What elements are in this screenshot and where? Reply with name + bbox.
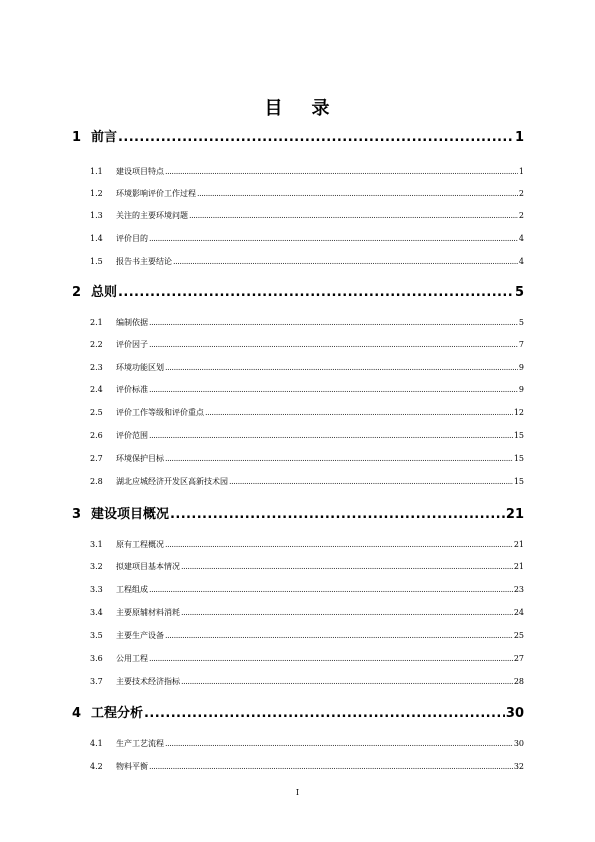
dot-leader xyxy=(149,762,513,772)
toc-section-1-2[interactable] xyxy=(90,189,524,199)
dot-leader xyxy=(173,257,518,267)
section-page: 15 xyxy=(513,454,524,463)
dot-leader xyxy=(229,477,513,487)
chapter-label: 建设项目概况 xyxy=(91,507,170,522)
dot-leader xyxy=(149,340,518,350)
section-page: 21 xyxy=(513,540,524,549)
toc-section-2-1[interactable] xyxy=(90,318,524,328)
section-page: 2 xyxy=(518,211,524,220)
dot-leader xyxy=(181,677,513,687)
section-number: 2.5 xyxy=(90,408,103,417)
section-label: 环境影响评价工作过程 xyxy=(116,189,196,198)
toc-section-4-2[interactable] xyxy=(90,762,524,772)
title-char-2: 录 xyxy=(311,98,331,119)
section-label: 评价目的 xyxy=(116,234,148,243)
chapter-number: 4 xyxy=(72,706,82,721)
section-label: 评价标准 xyxy=(116,385,148,394)
section-number: 2.4 xyxy=(90,385,103,394)
toc-section-3-6[interactable] xyxy=(90,654,524,664)
dot-leader xyxy=(181,608,513,618)
section-label: 拟建项目基本情况 xyxy=(116,562,180,571)
dot-leader xyxy=(149,431,513,441)
section-number: 2.3 xyxy=(90,363,103,372)
section-page: 30 xyxy=(513,739,524,748)
chapter-label: 工程分析 xyxy=(91,706,144,721)
toc-section-2-4[interactable] xyxy=(90,385,524,395)
toc-section-3-2[interactable] xyxy=(90,562,524,572)
section-page: 28 xyxy=(513,677,524,686)
chapter-page: 21 xyxy=(505,507,524,522)
chapter-number: 1 xyxy=(72,130,82,145)
section-label: 评价工作等级和评价重点 xyxy=(116,408,204,417)
section-label: 主要原辅材料消耗 xyxy=(116,608,180,617)
section-label: 主要技术经济指标 xyxy=(116,677,180,686)
section-number: 2.6 xyxy=(90,431,103,440)
dot-leader xyxy=(165,631,513,641)
toc-section-3-4[interactable] xyxy=(90,608,524,618)
section-number: 3.6 xyxy=(90,654,103,663)
section-page: 32 xyxy=(513,762,524,771)
toc-section-2-2[interactable] xyxy=(90,340,524,350)
toc-section-3-3[interactable] xyxy=(90,585,524,595)
page-number: I xyxy=(295,788,300,797)
section-number: 3.7 xyxy=(90,677,103,686)
section-page: 27 xyxy=(513,654,524,663)
section-label: 建设项目特点 xyxy=(116,167,164,176)
section-label: 报告书主要结论 xyxy=(116,257,172,266)
section-label: 编制依据 xyxy=(116,318,148,327)
section-page: 9 xyxy=(518,385,524,394)
chapter-number: 3 xyxy=(72,507,82,522)
section-number: 1.3 xyxy=(90,211,103,220)
toc-section-1-1[interactable] xyxy=(90,167,524,177)
toc-section-2-3[interactable] xyxy=(90,363,524,373)
section-page: 25 xyxy=(513,631,524,640)
dot-leader xyxy=(165,167,518,177)
section-number: 1.5 xyxy=(90,257,103,266)
section-number: 3.2 xyxy=(90,562,103,571)
section-page: 12 xyxy=(513,408,524,417)
toc-section-3-1[interactable] xyxy=(90,540,524,550)
section-page: 23 xyxy=(513,585,524,594)
section-label: 评价因子 xyxy=(116,340,148,349)
section-number: 2.8 xyxy=(90,477,103,486)
section-page: 1 xyxy=(518,167,524,176)
title-char-1: 目 xyxy=(264,98,284,119)
section-number: 2.1 xyxy=(90,318,103,327)
toc-section-3-5[interactable] xyxy=(90,631,524,641)
toc-section-2-5[interactable] xyxy=(90,408,524,418)
section-label: 环境保护目标 xyxy=(116,454,164,463)
toc-section-4-1[interactable] xyxy=(90,739,524,749)
section-label: 环境功能区划 xyxy=(116,363,164,372)
dot-leader xyxy=(149,234,518,244)
dot-leader xyxy=(165,540,513,550)
section-page: 15 xyxy=(513,477,524,486)
dot-leader xyxy=(118,285,514,301)
section-label: 关注的主要环境问题 xyxy=(116,211,188,220)
section-number: 1.4 xyxy=(90,234,103,243)
dot-leader xyxy=(165,739,513,749)
toc-section-2-7[interactable] xyxy=(90,454,524,464)
section-label: 工程组成 xyxy=(116,585,148,594)
toc-chapter-3[interactable] xyxy=(72,507,524,523)
toc-section-2-6[interactable] xyxy=(90,431,524,441)
toc-chapter-2[interactable] xyxy=(72,285,524,301)
section-label: 公用工程 xyxy=(116,654,148,663)
toc-section-2-8[interactable] xyxy=(90,477,524,487)
section-page: 2 xyxy=(518,189,524,198)
chapter-page: 5 xyxy=(514,285,524,300)
dot-leader xyxy=(165,454,513,464)
dot-leader xyxy=(149,385,518,395)
section-label: 原有工程概况 xyxy=(116,540,164,549)
chapter-page: 1 xyxy=(514,130,524,145)
dot-leader xyxy=(181,562,513,572)
chapter-number: 2 xyxy=(72,285,82,300)
section-label: 物料平衡 xyxy=(116,762,148,771)
dot-leader xyxy=(144,706,505,722)
toc-section-3-7[interactable] xyxy=(90,677,524,687)
dot-leader xyxy=(149,585,513,595)
section-number: 1.2 xyxy=(90,189,103,198)
dot-leader xyxy=(205,408,513,418)
toc-chapter-1[interactable] xyxy=(72,130,524,146)
section-number: 2.7 xyxy=(90,454,103,463)
section-label: 生产工艺流程 xyxy=(116,739,164,748)
dot-leader xyxy=(197,189,518,199)
section-number: 1.1 xyxy=(90,167,103,176)
dot-leader xyxy=(189,211,518,221)
section-page: 24 xyxy=(513,608,524,617)
toc-section-1-3[interactable] xyxy=(90,211,524,221)
toc-chapter-4[interactable] xyxy=(72,706,524,722)
toc-section-1-4[interactable] xyxy=(90,234,524,244)
section-number: 3.1 xyxy=(90,540,103,549)
section-label: 主要生产设备 xyxy=(116,631,164,640)
section-label: 评价范围 xyxy=(116,431,148,440)
section-page: 15 xyxy=(513,431,524,440)
section-number: 3.5 xyxy=(90,631,103,640)
section-page: 21 xyxy=(513,562,524,571)
dot-leader xyxy=(170,507,505,523)
chapter-label: 前言 xyxy=(91,130,118,145)
section-number: 4.2 xyxy=(90,762,103,771)
dot-leader xyxy=(118,130,514,146)
section-number: 3.3 xyxy=(90,585,103,594)
dot-leader xyxy=(149,318,518,328)
section-page: 9 xyxy=(518,363,524,372)
section-page: 4 xyxy=(518,257,524,266)
dot-leader xyxy=(165,363,518,373)
chapter-page: 30 xyxy=(505,706,524,721)
section-page: 7 xyxy=(518,340,524,349)
section-page: 4 xyxy=(518,234,524,243)
dot-leader xyxy=(149,654,513,664)
section-number: 2.2 xyxy=(90,340,103,349)
chapter-label: 总则 xyxy=(91,285,118,300)
section-page: 5 xyxy=(518,318,524,327)
section-number: 4.1 xyxy=(90,739,103,748)
section-label: 湖北应城经济开发区高新技术园 xyxy=(116,477,228,486)
section-number: 3.4 xyxy=(90,608,103,617)
toc-section-1-5[interactable] xyxy=(90,257,524,267)
